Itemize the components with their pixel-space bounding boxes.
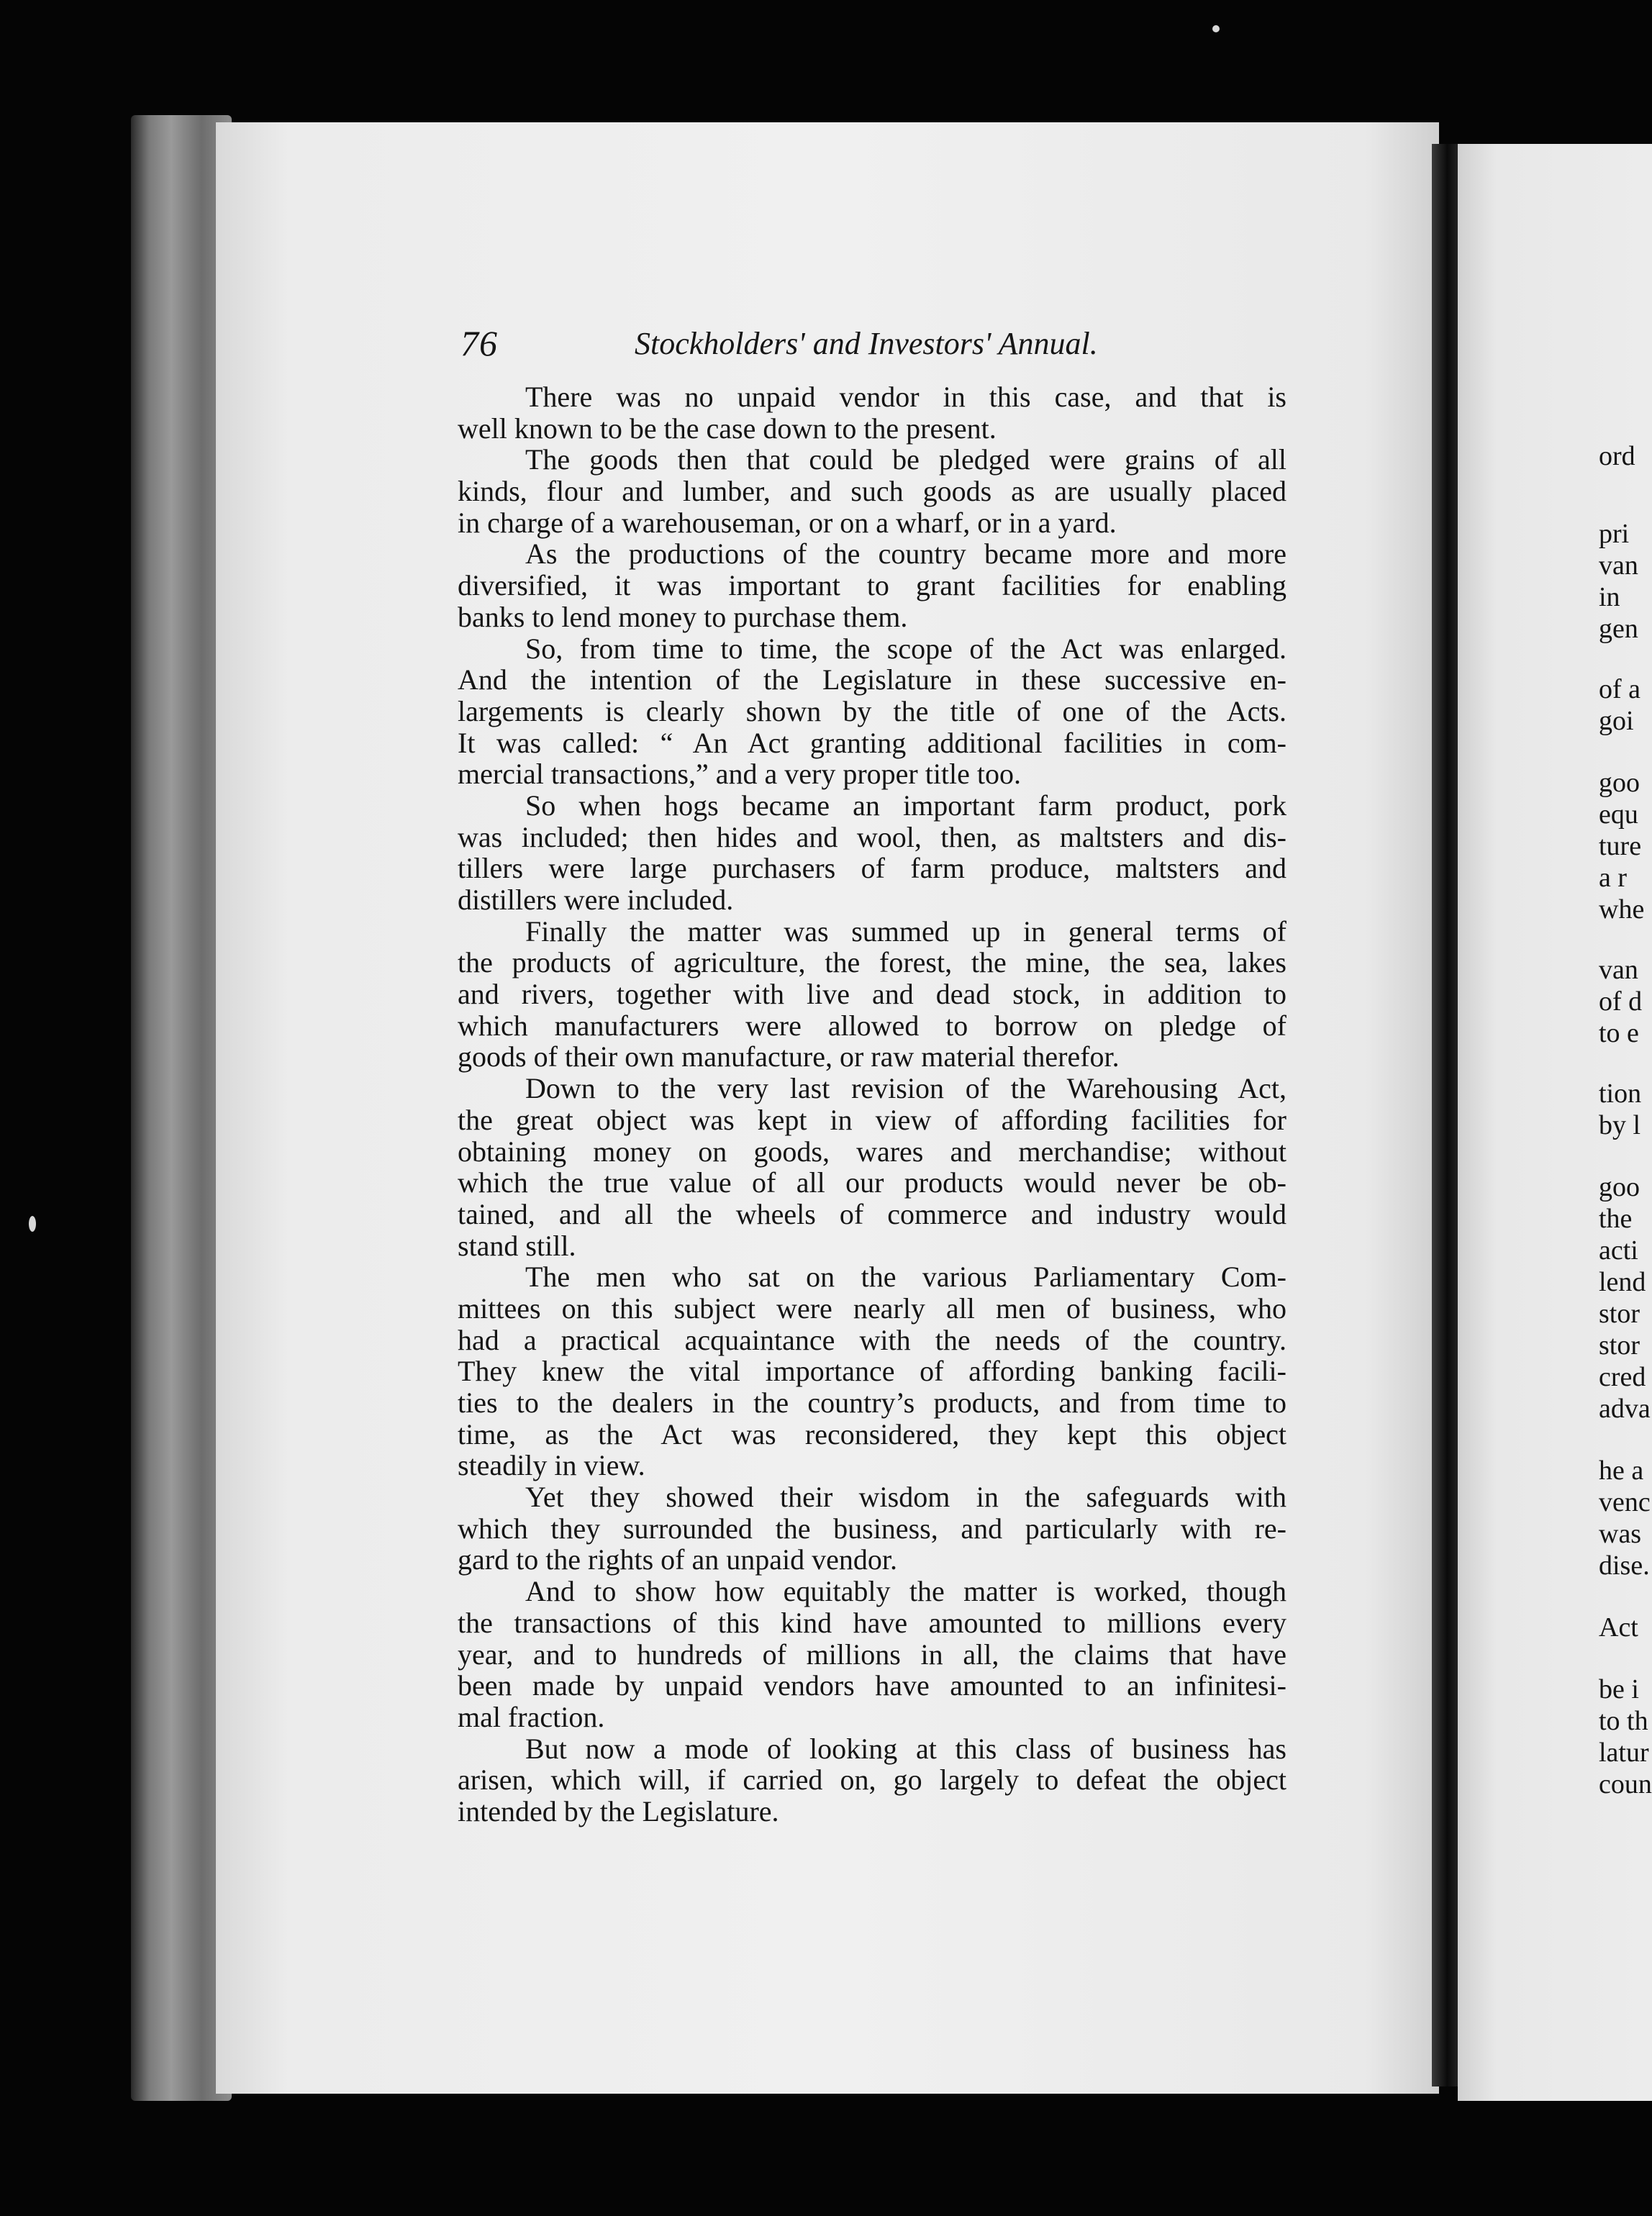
facing-line-fragment: adva — [1599, 1394, 1651, 1424]
text-line: which the true value of all our products would never be ob- — [458, 1166, 1286, 1199]
text-line: kinds, flour and lumber, and such goods as are usually placed — [458, 475, 1286, 508]
facing-line-fragment: goo — [1599, 768, 1640, 798]
text-line: And the intention of the Legislature in these successive en- — [458, 663, 1286, 696]
page-number: 76 — [460, 323, 498, 363]
running-title: Stockholders' and Investors' Annual. — [635, 326, 1098, 361]
body-text — [458, 381, 1286, 1827]
text-line: which manufacturers were allowed to borrow on pledge of — [458, 1009, 1286, 1042]
text-line: was included; then hides and wool, then, as maltsters and dis- — [458, 820, 1286, 853]
facing-line-fragment: latur — [1599, 1738, 1649, 1768]
facing-line-fragment: to th — [1599, 1706, 1648, 1736]
facing-line-fragment: of a — [1599, 674, 1641, 704]
text-line: intended by the Legislature. — [458, 1794, 779, 1827]
text-line: goods of their own manufacture, or raw material therefor. — [458, 1040, 1120, 1073]
text-line: There was no unpaid vendor in this case, and that is — [525, 381, 1286, 413]
text-line: distillers were included. — [458, 884, 734, 916]
text-line: the transactions of this kind have amounted to millions every — [458, 1606, 1286, 1639]
text-line: Down to the very last revision of the Warehousing Act, — [525, 1072, 1286, 1105]
text-line: well known to be the case down to the present. — [458, 412, 997, 445]
text-line: arisen, which will, if carried on, go largely to defeat the object — [458, 1763, 1286, 1797]
text-line: tillers were large purchasers of farm produce, maltsters and — [458, 852, 1286, 885]
dust-speck — [29, 1216, 36, 1232]
facing-line-fragment: gen — [1599, 614, 1638, 644]
text-line: mittees on this subject were nearly all men of business, who — [458, 1291, 1286, 1325]
facing-line-fragment: stor — [1599, 1330, 1640, 1361]
text-line: in charge of a warehouseman, or on a wharf, or in a yard. — [458, 506, 1117, 539]
facing-line-fragment: he a — [1599, 1456, 1644, 1486]
text-line: been made by unpaid vendors have amounted to an infinitesi- — [458, 1669, 1286, 1702]
facing-line-fragment: cred — [1599, 1362, 1646, 1392]
text-line: Finally the matter was summed up in general terms of — [525, 914, 1286, 948]
text-line: So, from time to time, the scope of the Act was enlarged. — [525, 632, 1286, 665]
text-line: As the productions of the country became more and more — [525, 537, 1286, 571]
dust-speck — [1212, 25, 1220, 32]
text-line: Yet they showed their wisdom in the safeguards with — [525, 1481, 1286, 1514]
text-line: The men who sat on the various Parliamentary Com- — [525, 1261, 1286, 1294]
text-line: had a practical acquaintance with the needs of the country. — [458, 1323, 1286, 1356]
text-line: year, and to hundreds of millions in all, the claims that have — [458, 1638, 1286, 1671]
text-line: mal fraction. — [458, 1700, 605, 1733]
text-line: obtaining money on goods, wares and merchandise; without — [458, 1135, 1286, 1168]
facing-line-fragment: acti — [1599, 1235, 1638, 1266]
text-line: which they surrounded the business, and particularly with re- — [458, 1512, 1286, 1545]
text-line: steadily in view. — [458, 1449, 645, 1482]
facing-line-fragment: equ — [1599, 799, 1638, 830]
facing-line-fragment: whe — [1599, 894, 1645, 925]
facing-line-fragment: goi — [1599, 706, 1634, 736]
text-line: largements is clearly shown by the title of one of the Acts. — [458, 694, 1286, 727]
text-line: the products of agriculture, the forest, the mine, the sea, lakes — [458, 946, 1286, 979]
facing-line-fragment: tion — [1599, 1079, 1642, 1109]
text-line: stand still. — [458, 1229, 576, 1262]
facing-line-fragment: in — [1599, 582, 1620, 612]
text-line: And to show how equitably the matter is worked, though — [525, 1575, 1286, 1608]
facing-line-fragment: lend — [1599, 1267, 1646, 1297]
text-line: and rivers, together with live and dead stock, in addition to — [458, 978, 1286, 1011]
facing-line-fragment: by l — [1599, 1110, 1641, 1140]
facing-line-fragment: a r — [1599, 863, 1628, 893]
facing-line-fragment: coun — [1599, 1769, 1652, 1799]
facing-line-fragment: venc — [1599, 1487, 1651, 1517]
facing-line-fragment: of d — [1599, 986, 1643, 1017]
facing-line-fragment: stor — [1599, 1299, 1640, 1329]
facing-line-fragment: ture — [1599, 831, 1642, 861]
facing-line-fragment: ord — [1599, 441, 1635, 471]
facing-line-fragment: to e — [1599, 1018, 1639, 1048]
text-line: ties to the dealers in the country’s products, and from time to — [458, 1386, 1286, 1419]
facing-line-fragment: dise. — [1599, 1550, 1650, 1581]
text-line: It was called: “ An Act granting additional facilities in com- — [458, 726, 1286, 759]
facing-line-fragment: be i — [1599, 1674, 1639, 1704]
text-line: But now a mode of looking at this class of business has — [525, 1732, 1286, 1765]
facing-line-fragment: pri — [1599, 519, 1630, 549]
facing-line-fragment: goo — [1599, 1172, 1640, 1202]
text-line: gard to the rights of an unpaid vendor. — [458, 1543, 897, 1576]
text-line: tained, and all the wheels of commerce and industry would — [458, 1197, 1286, 1230]
facing-page-text — [1599, 0, 1652, 1871]
facing-line-fragment: was — [1599, 1519, 1642, 1549]
text-line: They knew the vital importance of affording banking facili- — [458, 1355, 1286, 1388]
text-line: So when hogs became an important farm product, pork — [525, 789, 1286, 822]
book-gutter — [1432, 144, 1458, 2086]
facing-line-fragment: van — [1599, 550, 1638, 581]
facing-line-fragment: the — [1599, 1204, 1633, 1234]
text-line: mercial transactions,” and a very proper title too. — [458, 758, 1022, 791]
text-line: the great object was kept in view of affording facilities for — [458, 1103, 1286, 1136]
text-line: The goods then that could be pledged were grains of all — [525, 443, 1286, 476]
text-line: diversified, it was important to grant facilities for enabling — [458, 569, 1286, 602]
facing-line-fragment: van — [1599, 955, 1638, 985]
facing-line-fragment: Act — [1599, 1612, 1638, 1643]
running-head — [460, 322, 1180, 373]
text-line: time, as the Act was reconsidered, they kept this object — [458, 1417, 1286, 1450]
text-line: banks to lend money to purchase them. — [458, 600, 908, 633]
